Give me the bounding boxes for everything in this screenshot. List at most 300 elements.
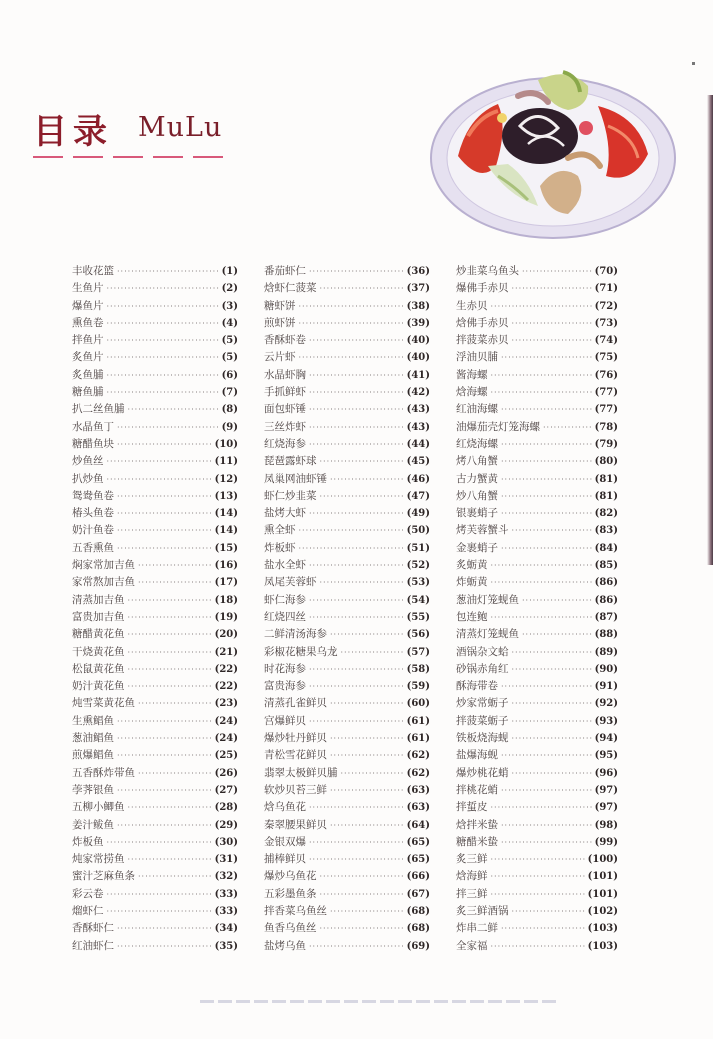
toc-entry xyxy=(72,263,238,280)
toc-entry xyxy=(264,765,430,782)
toc-leader-dots xyxy=(330,747,404,764)
toc-leader-dots xyxy=(512,695,592,712)
toc-entry-title: 爆炒牡丹鲜贝 xyxy=(264,732,327,745)
toc-entry xyxy=(72,298,238,315)
toc-entry-title: 拌桃花蛸 xyxy=(456,783,498,796)
toc-entry-title: 金裹蛸子 xyxy=(456,541,498,554)
toc-entry-page: (37) xyxy=(406,283,430,295)
toc-entry-title: 爆炒桃花蛸 xyxy=(456,766,509,779)
toc-entry-page: (38) xyxy=(406,300,430,312)
toc-leader-dots xyxy=(491,609,592,626)
toc-entry-title: 炒家常蛎子 xyxy=(456,697,509,710)
toc-entry-title: 鸳鸯鱼卷 xyxy=(72,489,114,502)
toc-entry-page: (100) xyxy=(587,854,618,866)
toc-leader-dots xyxy=(299,298,404,315)
toc-leader-dots xyxy=(309,834,404,851)
toc-entry-title: 焓拌米蛰 xyxy=(456,818,498,831)
toc-entry xyxy=(456,401,618,418)
toc-entry-page: (86) xyxy=(594,577,618,589)
toc-entry xyxy=(72,765,238,782)
toc-entry-page: (40) xyxy=(406,352,430,364)
toc-entry-page: (81) xyxy=(594,490,618,502)
toc-entry xyxy=(264,938,430,955)
toc-leader-dots xyxy=(309,401,404,418)
toc-entry-page: (42) xyxy=(406,387,430,399)
toc-leader-dots xyxy=(491,851,585,868)
toc-entry xyxy=(456,488,618,505)
toc-leader-dots xyxy=(330,471,404,488)
toc-leader-dots xyxy=(341,765,404,782)
toc-entry-page: (30) xyxy=(214,836,238,848)
toc-entry-page: (3) xyxy=(221,300,238,312)
toc-entry-title: 秦翠腰果鲜贝 xyxy=(264,818,327,831)
toc-leader-dots xyxy=(117,522,212,539)
toc-entry-title: 云片虾 xyxy=(264,351,296,364)
toc-leader-dots xyxy=(491,384,592,401)
toc-entry-title: 糖鱼脯 xyxy=(72,386,104,399)
toc-entry-page: (51) xyxy=(406,542,430,554)
toc-entry xyxy=(264,471,430,488)
title-underline xyxy=(33,156,233,160)
toc-entry-title: 面包虾锤 xyxy=(264,403,306,416)
toc-entry-title: 拌菠菜赤贝 xyxy=(456,334,509,347)
toc-entry xyxy=(456,730,618,747)
toc-entry xyxy=(264,747,430,764)
toc-entry-title: 红油虾仁 xyxy=(72,939,114,952)
toc-entry xyxy=(456,626,618,643)
toc-entry xyxy=(264,557,430,574)
toc-leader-dots xyxy=(320,280,404,297)
toc-entry-title: 香酥虾仁 xyxy=(72,922,114,935)
toc-entry-page: (68) xyxy=(406,905,430,917)
toc-leader-dots xyxy=(128,401,219,418)
toc-entry-title: 红烧海参 xyxy=(264,437,306,450)
toc-entry xyxy=(72,626,238,643)
toc-column-3 xyxy=(456,263,618,955)
toc-entry xyxy=(264,332,430,349)
toc-entry-page: (99) xyxy=(594,836,618,848)
toc-entry-title: 凤巢网油虾锤 xyxy=(264,472,327,485)
toc-leader-dots xyxy=(309,592,404,609)
toc-entry-title: 清蒸加吉鱼 xyxy=(72,593,125,606)
toc-entry-page: (7) xyxy=(221,387,238,399)
toc-entry-title: 拌菠菜蛎子 xyxy=(456,714,509,727)
toc-leader-dots xyxy=(330,817,404,834)
toc-entry-title: 焓虾仁菠菜 xyxy=(264,282,317,295)
toc-leader-dots xyxy=(512,332,592,349)
toc-leader-dots xyxy=(501,488,592,505)
toc-entry xyxy=(456,263,618,280)
toc-entry-page: (33) xyxy=(214,888,238,900)
toc-leader-dots xyxy=(309,384,404,401)
toc-leader-dots xyxy=(501,453,592,470)
toc-entry xyxy=(72,332,238,349)
toc-entry-title: 时花海参 xyxy=(264,662,306,675)
toc-entry-page: (20) xyxy=(214,629,238,641)
toc-entry xyxy=(72,851,238,868)
toc-entry xyxy=(72,401,238,418)
toc-entry xyxy=(264,298,430,315)
toc-entry-page: (74) xyxy=(594,335,618,347)
toc-entry-title: 奶汁鱼卷 xyxy=(72,524,114,537)
toc-entry-page: (64) xyxy=(406,819,430,831)
toc-entry-page: (11) xyxy=(214,456,238,468)
toc-entry xyxy=(456,747,618,764)
toc-entry-page: (65) xyxy=(406,854,430,866)
toc-entry-page: (56) xyxy=(406,629,430,641)
toc-entry-title: 二鲜清汤海参 xyxy=(264,628,327,641)
toc-entry-page: (14) xyxy=(214,525,238,537)
toc-entry-title: 荸荠银鱼 xyxy=(72,783,114,796)
toc-entry xyxy=(72,315,238,332)
toc-entry-page: (78) xyxy=(594,421,618,433)
toc-entry-page: (45) xyxy=(406,456,430,468)
toc-entry-title: 富贵海参 xyxy=(264,680,306,693)
toc-leader-dots xyxy=(138,868,212,885)
toc-entry-title: 蜜汁芝麻鱼条 xyxy=(72,870,135,883)
toc-entry-title: 虾仁炒韭菜 xyxy=(264,489,317,502)
toc-leader-dots xyxy=(320,574,404,591)
toc-entry xyxy=(72,367,238,384)
toc-entry-title: 烤八角蟹 xyxy=(456,455,498,468)
toc-leader-dots xyxy=(107,298,219,315)
toc-entry-title: 生赤贝 xyxy=(456,299,488,312)
toc-entry-title: 捕棒鲜贝 xyxy=(264,853,306,866)
toc-entry-page: (13) xyxy=(214,490,238,502)
toc-leader-dots xyxy=(512,315,592,332)
toc-entry-title: 炒鱼丝 xyxy=(72,455,104,468)
toc-entry-title: 炒八角蟹 xyxy=(456,489,498,502)
toc-entry-title: 炙三鲜 xyxy=(456,853,488,866)
toc-leader-dots xyxy=(128,609,212,626)
toc-entry-title: 糖醋米蛰 xyxy=(456,835,498,848)
toc-entry-title: 红烧四丝 xyxy=(264,610,306,623)
toc-entry xyxy=(72,384,238,401)
toc-entry-title: 盐烤乌鱼 xyxy=(264,939,306,952)
toc-entry xyxy=(264,903,430,920)
page-title xyxy=(33,104,273,174)
toc-entry xyxy=(72,540,238,557)
toc-entry-title: 盐烤大虾 xyxy=(264,507,306,520)
toc-entry-title: 酥海带卷 xyxy=(456,680,498,693)
toc-entry-title: 糖醋黄花鱼 xyxy=(72,628,125,641)
toc-entry-page: (4) xyxy=(221,317,238,329)
toc-leader-dots xyxy=(299,540,404,557)
toc-entry-title: 软炒贝苔三鲜 xyxy=(264,783,327,796)
toc-entry xyxy=(456,903,618,920)
toc-entry-page: (62) xyxy=(406,750,430,762)
toc-entry-title: 家常熬加吉鱼 xyxy=(72,576,135,589)
page-mark xyxy=(692,62,695,65)
toc-entry-title: 香酥虾卷 xyxy=(264,334,306,347)
toc-leader-dots xyxy=(512,644,592,661)
toc-leader-dots xyxy=(107,903,212,920)
toc-leader-dots xyxy=(309,367,404,384)
toc-entry xyxy=(72,644,238,661)
toc-entry xyxy=(264,488,430,505)
toc-leader-dots xyxy=(330,695,404,712)
toc-leader-dots xyxy=(512,903,585,920)
toc-entry-title: 丰收花篮 xyxy=(72,265,114,277)
toc-entry xyxy=(456,436,618,453)
toc-entry xyxy=(456,938,618,955)
toc-entry-page: (67) xyxy=(406,888,430,900)
toc-entry-title: 熏鱼卷 xyxy=(72,316,104,329)
toc-entry xyxy=(456,765,618,782)
toc-leader-dots xyxy=(512,661,592,678)
toc-entry xyxy=(72,817,238,834)
toc-leader-dots xyxy=(320,920,404,937)
toc-entry-page: (61) xyxy=(406,733,430,745)
seafood-dish-photo xyxy=(428,66,678,241)
toc-entry-title: 富贵加吉鱼 xyxy=(72,610,125,623)
toc-entry xyxy=(264,834,430,851)
toc-leader-dots xyxy=(501,782,592,799)
toc-entry xyxy=(72,886,238,903)
toc-entry-page: (71) xyxy=(594,283,618,295)
toc-entry-title: 焓海鲜 xyxy=(456,870,488,883)
toc-entry-title: 清蒸孔雀鲜贝 xyxy=(264,697,327,710)
toc-entry-title: 生熏鲳鱼 xyxy=(72,714,114,727)
toc-entry-page: (101) xyxy=(587,888,618,900)
toc-entry xyxy=(456,834,618,851)
toc-entry-page: (61) xyxy=(406,715,430,727)
toc-leader-dots xyxy=(330,782,404,799)
toc-leader-dots xyxy=(128,799,212,816)
toc-leader-dots xyxy=(107,471,212,488)
toc-entry-title: 手抓鲜虾 xyxy=(264,386,306,399)
toc-entry xyxy=(264,799,430,816)
toc-entry xyxy=(456,540,618,557)
toc-entry xyxy=(456,799,618,816)
toc-entry-page: (18) xyxy=(214,594,238,606)
toc-leader-dots xyxy=(491,298,592,315)
toc-entry-page: (62) xyxy=(406,767,430,779)
toc-entry xyxy=(72,471,238,488)
toc-entry-page: (43) xyxy=(406,404,430,416)
toc-entry-title: 浮油贝脯 xyxy=(456,351,498,364)
toc-entry-title: 干烧黄花鱼 xyxy=(72,645,125,658)
toc-leader-dots xyxy=(341,644,404,661)
toc-entry xyxy=(264,609,430,626)
toc-leader-dots xyxy=(128,644,212,661)
toc-column-2 xyxy=(264,263,430,955)
toc-entry-title: 爆佛手赤贝 xyxy=(456,282,509,295)
toc-entry-page: (82) xyxy=(594,508,618,520)
toc-leader-dots xyxy=(117,436,212,453)
toc-entry-page: (28) xyxy=(214,802,238,814)
toc-leader-dots xyxy=(501,920,585,937)
toc-entry-title: 彩云卷 xyxy=(72,887,104,900)
toc-entry-title: 彩椒花糖果乌龙 xyxy=(264,645,338,658)
toc-entry-page: (97) xyxy=(594,802,618,814)
toc-leader-dots xyxy=(501,349,592,366)
toc-entry xyxy=(264,574,430,591)
toc-entry-title: 扒二丝鱼脯 xyxy=(72,403,125,416)
toc-entry-title: 焓海螺 xyxy=(456,386,488,399)
toc-entry-page: (25) xyxy=(214,750,238,762)
toc-leader-dots xyxy=(107,332,219,349)
toc-entry-title: 琵琶露虾球 xyxy=(264,455,317,468)
toc-entry-title: 熏全虾 xyxy=(264,524,296,537)
toc-leader-dots xyxy=(299,522,404,539)
toc-leader-dots xyxy=(117,747,212,764)
toc-entry xyxy=(264,349,430,366)
toc-entry-page: (95) xyxy=(594,750,618,762)
toc-leader-dots xyxy=(107,834,212,851)
toc-leader-dots xyxy=(117,713,212,730)
toc-entry xyxy=(456,574,618,591)
toc-leader-dots xyxy=(522,626,592,643)
toc-entry xyxy=(456,678,618,695)
toc-entry-title: 五彩墨鱼条 xyxy=(264,887,317,900)
toc-entry-title: 盐水全虾 xyxy=(264,559,306,572)
toc-entry-page: (5) xyxy=(221,335,238,347)
toc-leader-dots xyxy=(543,419,592,436)
toc-entry-page: (49) xyxy=(406,508,430,520)
toc-entry xyxy=(72,730,238,747)
toc-entry xyxy=(264,315,430,332)
toc-leader-dots xyxy=(522,592,592,609)
toc-entry-page: (94) xyxy=(594,733,618,745)
toc-entry-title: 糖虾饼 xyxy=(264,299,296,312)
toc-leader-dots xyxy=(309,263,404,280)
toc-entry-page: (59) xyxy=(406,681,430,693)
toc-entry-page: (75) xyxy=(594,352,618,364)
toc-entry xyxy=(456,782,618,799)
toc-leader-dots xyxy=(501,471,592,488)
toc-entry-page: (60) xyxy=(406,698,430,710)
page-binding-edge xyxy=(707,95,713,565)
toc-entry-page: (91) xyxy=(594,681,618,693)
toc-entry-title: 炙鱼片 xyxy=(72,351,104,364)
toc-entry-page: (23) xyxy=(214,698,238,710)
toc-entry-page: (69) xyxy=(406,940,430,952)
toc-entry-title: 酱海螺 xyxy=(456,368,488,381)
bottom-decoration xyxy=(200,1000,560,1003)
toc-entry xyxy=(456,661,618,678)
toc-entry-page: (43) xyxy=(406,421,430,433)
toc-entry-title: 鱼香乌鱼丝 xyxy=(264,922,317,935)
toc-entry xyxy=(264,695,430,712)
toc-entry-page: (40) xyxy=(406,335,430,347)
toc-entry-page: (27) xyxy=(214,784,238,796)
toc-entry xyxy=(264,419,430,436)
toc-entry-page: (58) xyxy=(406,663,430,675)
toc-entry-page: (84) xyxy=(594,542,618,554)
toc-entry-page: (83) xyxy=(594,525,618,537)
toc-leader-dots xyxy=(117,817,212,834)
toc-entry-page: (50) xyxy=(406,525,430,537)
toc-entry-page: (10) xyxy=(214,438,238,450)
toc-entry-title: 凤尾芙蓉虾 xyxy=(264,576,317,589)
toc-entry-page: (63) xyxy=(406,784,430,796)
toc-entry xyxy=(264,263,430,280)
toc-entry xyxy=(264,886,430,903)
toc-entry-title: 铁板烧海蚬 xyxy=(456,732,509,745)
toc-leader-dots xyxy=(501,834,592,851)
toc-entry-title: 水晶鱼丁 xyxy=(72,420,114,433)
toc-entry-page: (89) xyxy=(594,646,618,658)
toc-entry xyxy=(456,505,618,522)
toc-leader-dots xyxy=(512,280,592,297)
toc-entry xyxy=(72,782,238,799)
toc-entry-page: (26) xyxy=(214,767,238,779)
toc-entry-page: (86) xyxy=(594,594,618,606)
toc-entry xyxy=(72,488,238,505)
toc-entry-title: 生鱼片 xyxy=(72,282,104,295)
toc-entry-title: 拌三鲜 xyxy=(456,887,488,900)
toc-entry-title: 焓乌鱼花 xyxy=(264,801,306,814)
toc-leader-dots xyxy=(117,505,212,522)
toc-entry-page: (96) xyxy=(594,767,618,779)
toc-entry-title: 炒韭菜乌鱼头 xyxy=(456,265,519,277)
toc-entry-title: 爆鱼片 xyxy=(72,299,104,312)
toc-entry-page: (79) xyxy=(594,438,618,450)
toc-leader-dots xyxy=(491,868,585,885)
toc-leader-dots xyxy=(501,401,592,418)
toc-leader-dots xyxy=(138,765,212,782)
toc-entry-page: (24) xyxy=(214,715,238,727)
toc-entry xyxy=(264,401,430,418)
toc-entry-page: (36) xyxy=(406,266,430,277)
toc-leader-dots xyxy=(138,574,212,591)
toc-leader-dots xyxy=(501,540,592,557)
toc-leader-dots xyxy=(107,280,219,297)
toc-leader-dots xyxy=(117,540,212,557)
toc-entry-title: 番茄虾仁 xyxy=(264,265,306,277)
toc-entry-title: 炸蛎黄 xyxy=(456,576,488,589)
toc-entry xyxy=(72,280,238,297)
toc-entry-title: 盐爆海蚬 xyxy=(456,749,498,762)
toc-entry xyxy=(456,280,618,297)
toc-leader-dots xyxy=(501,817,592,834)
toc-entry-title: 焓佛手赤贝 xyxy=(456,316,509,329)
toc-entry-page: (73) xyxy=(594,317,618,329)
toc-entry-page: (81) xyxy=(594,473,618,485)
toc-entry-page: (57) xyxy=(406,646,430,658)
toc-leader-dots xyxy=(128,626,212,643)
toc-leader-dots xyxy=(138,695,212,712)
toc-entry xyxy=(72,678,238,695)
toc-leader-dots xyxy=(309,938,404,955)
toc-entry xyxy=(72,695,238,712)
toc-leader-dots xyxy=(501,436,592,453)
toc-entry-page: (5) xyxy=(221,352,238,364)
toc-entry xyxy=(456,419,618,436)
toc-leader-dots xyxy=(117,488,212,505)
toc-entry-page: (87) xyxy=(594,611,618,623)
toc-entry-page: (9) xyxy=(221,421,238,433)
toc-leader-dots xyxy=(309,419,404,436)
toc-entry xyxy=(72,453,238,470)
toc-entry xyxy=(264,644,430,661)
toc-leader-dots xyxy=(107,349,219,366)
toc-entry xyxy=(72,938,238,955)
toc-entry xyxy=(264,851,430,868)
toc-leader-dots xyxy=(491,557,592,574)
toc-entry-page: (98) xyxy=(594,819,618,831)
toc-entry-page: (92) xyxy=(594,698,618,710)
toc-entry xyxy=(264,817,430,834)
toc-leader-dots xyxy=(491,574,592,591)
toc-entry-page: (29) xyxy=(214,819,238,831)
toc-entry-title: 炖雪菜黄花鱼 xyxy=(72,697,135,710)
toc-entry xyxy=(456,920,618,937)
toc-leader-dots xyxy=(309,332,404,349)
toc-entry-page: (41) xyxy=(406,369,430,381)
toc-entry-title: 熘虾仁 xyxy=(72,904,104,917)
